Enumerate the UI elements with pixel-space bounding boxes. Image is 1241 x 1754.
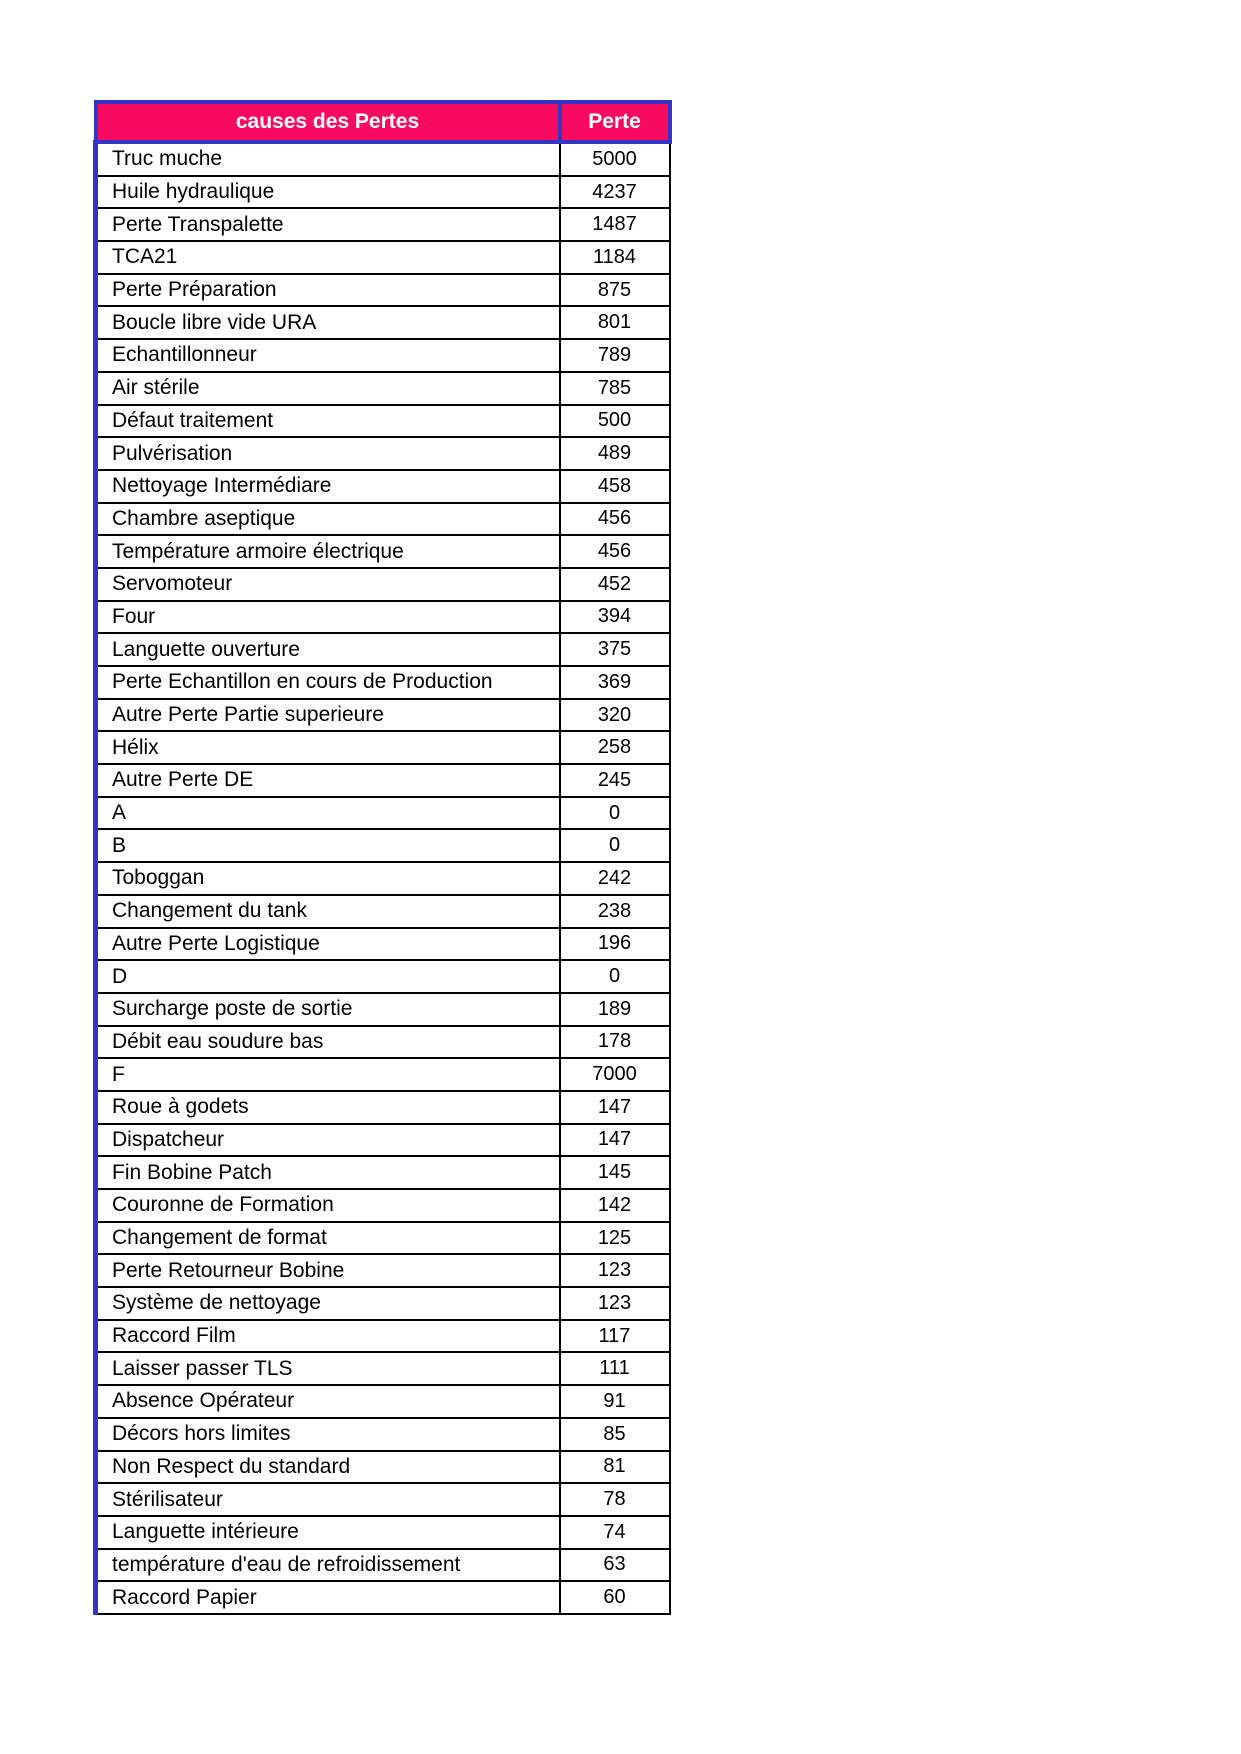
table-row (96, 960, 670, 993)
table-row (96, 568, 670, 601)
table-row (96, 1124, 670, 1157)
perte-value-cell: 458 (560, 470, 670, 503)
cause-cell: Dispatcheur (96, 1124, 560, 1157)
table-row (96, 176, 670, 209)
cause-cell: B (96, 829, 560, 862)
perte-value-cell: 189 (560, 993, 670, 1026)
cause-cell: Perte Echantillon en cours de Production (96, 666, 560, 699)
table-row (96, 829, 670, 862)
cause-cell: Servomoteur (96, 568, 560, 601)
table-row (96, 993, 670, 1026)
table-row (96, 503, 670, 536)
perte-value-cell: 245 (560, 764, 670, 797)
table-row (96, 699, 670, 732)
cause-cell: Hélix (96, 731, 560, 764)
table-row (96, 274, 670, 307)
table-row (96, 405, 670, 438)
table-row (96, 666, 670, 699)
cause-cell: Air stérile (96, 372, 560, 405)
perte-value-cell: 123 (560, 1287, 670, 1320)
perte-value-cell: 258 (560, 731, 670, 764)
cause-cell: température d'eau de refroidissement (96, 1549, 560, 1582)
cause-cell: Languette intérieure (96, 1516, 560, 1549)
perte-value-cell: 500 (560, 405, 670, 438)
cause-cell: Autre Perte Logistique (96, 928, 560, 961)
perte-value-cell: 489 (560, 437, 670, 470)
cause-cell: TCA21 (96, 241, 560, 274)
perte-value-cell: 456 (560, 535, 670, 568)
cause-cell: D (96, 960, 560, 993)
perte-value-cell: 375 (560, 633, 670, 666)
perte-value-cell: 5000 (560, 142, 670, 176)
table-row (96, 601, 670, 634)
table-row (96, 1320, 670, 1353)
perte-value-cell: 125 (560, 1222, 670, 1255)
cause-cell: Décors hors limites (96, 1418, 560, 1451)
table-row (96, 306, 670, 339)
perte-value-cell: 242 (560, 862, 670, 895)
table-row (96, 895, 670, 928)
table-row (96, 470, 670, 503)
cause-cell: Huile hydraulique (96, 176, 560, 209)
table-row (96, 142, 670, 176)
table-row (96, 797, 670, 830)
table-row (96, 862, 670, 895)
table-row (96, 1156, 670, 1189)
cause-cell: Absence Opérateur (96, 1385, 560, 1418)
cause-cell: Autre Perte DE (96, 764, 560, 797)
column-header-causes: causes des Pertes (96, 102, 560, 142)
perte-value-cell: 0 (560, 829, 670, 862)
cause-cell: Changement du tank (96, 895, 560, 928)
perte-value-cell: 91 (560, 1385, 670, 1418)
header-row (96, 102, 670, 142)
perte-value-cell: 78 (560, 1483, 670, 1516)
table-row (96, 1516, 670, 1549)
perte-value-cell: 452 (560, 568, 670, 601)
perte-value-cell: 111 (560, 1352, 670, 1385)
table-row (96, 1418, 670, 1451)
table-row (96, 731, 670, 764)
perte-value-cell: 147 (560, 1091, 670, 1124)
table-header (96, 102, 670, 142)
cause-cell: Roue à godets (96, 1091, 560, 1124)
perte-value-cell: 238 (560, 895, 670, 928)
perte-value-cell: 147 (560, 1124, 670, 1157)
cause-cell: Languette ouverture (96, 633, 560, 666)
cause-cell: Défaut traitement (96, 405, 560, 438)
table-row (96, 241, 670, 274)
perte-value-cell: 369 (560, 666, 670, 699)
perte-value-cell: 63 (560, 1549, 670, 1582)
perte-value-cell: 178 (560, 1026, 670, 1059)
table-row (96, 535, 670, 568)
table-row (96, 1483, 670, 1516)
cause-cell: Raccord Papier (96, 1581, 560, 1614)
table-row (96, 1026, 670, 1059)
cause-cell: Température armoire électrique (96, 535, 560, 568)
table-row (96, 1254, 670, 1287)
cause-cell: F (96, 1058, 560, 1091)
perte-value-cell: 789 (560, 339, 670, 372)
table-row (96, 928, 670, 961)
perte-value-cell: 85 (560, 1418, 670, 1451)
table-row (96, 1222, 670, 1255)
cause-cell: Laisser passer TLS (96, 1352, 560, 1385)
perte-value-cell: 785 (560, 372, 670, 405)
table-row (96, 1091, 670, 1124)
perte-value-cell: 123 (560, 1254, 670, 1287)
cause-cell: A (96, 797, 560, 830)
cause-cell: Truc muche (96, 142, 560, 176)
table-row (96, 1287, 670, 1320)
table-row (96, 1385, 670, 1418)
cause-cell: Raccord Film (96, 1320, 560, 1353)
cause-cell: Chambre aseptique (96, 503, 560, 536)
perte-value-cell: 81 (560, 1451, 670, 1484)
cause-cell: Four (96, 601, 560, 634)
cause-cell: Nettoyage Intermédiare (96, 470, 560, 503)
perte-value-cell: 60 (560, 1581, 670, 1614)
perte-value-cell: 7000 (560, 1058, 670, 1091)
perte-value-cell: 1487 (560, 208, 670, 241)
table-row (96, 633, 670, 666)
table-row (96, 1189, 670, 1222)
perte-value-cell: 0 (560, 960, 670, 993)
perte-value-cell: 394 (560, 601, 670, 634)
table-row (96, 437, 670, 470)
perte-value-cell: 196 (560, 928, 670, 961)
perte-value-cell: 320 (560, 699, 670, 732)
column-header-perte: Perte (560, 102, 670, 142)
cause-cell: Fin Bobine Patch (96, 1156, 560, 1189)
table-row (96, 1581, 670, 1614)
perte-value-cell: 145 (560, 1156, 670, 1189)
table-body (96, 142, 670, 1614)
perte-value-cell: 1184 (560, 241, 670, 274)
cause-cell: Système de nettoyage (96, 1287, 560, 1320)
table-row (96, 372, 670, 405)
cause-cell: Surcharge poste de sortie (96, 993, 560, 1026)
perte-value-cell: 0 (560, 797, 670, 830)
table-row (96, 339, 670, 372)
perte-value-cell: 142 (560, 1189, 670, 1222)
cause-cell: Changement de format (96, 1222, 560, 1255)
cause-cell: Perte Transpalette (96, 208, 560, 241)
table-row (96, 1451, 670, 1484)
cause-cell: Perte Retourneur Bobine (96, 1254, 560, 1287)
cause-cell: Stérilisateur (96, 1483, 560, 1516)
cause-cell: Couronne de Formation (96, 1189, 560, 1222)
table-row (96, 1352, 670, 1385)
cause-cell: Boucle libre vide URA (96, 306, 560, 339)
table-row (96, 1549, 670, 1582)
cause-cell: Toboggan (96, 862, 560, 895)
cause-cell: Non Respect du standard (96, 1451, 560, 1484)
table-row (96, 208, 670, 241)
table-row (96, 764, 670, 797)
perte-value-cell: 74 (560, 1516, 670, 1549)
perte-value-cell: 117 (560, 1320, 670, 1353)
cause-cell: Débit eau soudure bas (96, 1026, 560, 1059)
cause-cell: Pulvérisation (96, 437, 560, 470)
perte-value-cell: 4237 (560, 176, 670, 209)
cause-cell: Autre Perte Partie superieure (96, 699, 560, 732)
perte-value-cell: 456 (560, 503, 670, 536)
table-row (96, 1058, 670, 1091)
cause-cell: Echantillonneur (96, 339, 560, 372)
perte-value-cell: 875 (560, 274, 670, 307)
perte-value-cell: 801 (560, 306, 670, 339)
pertes-table (93, 100, 672, 1615)
cause-cell: Perte Préparation (96, 274, 560, 307)
